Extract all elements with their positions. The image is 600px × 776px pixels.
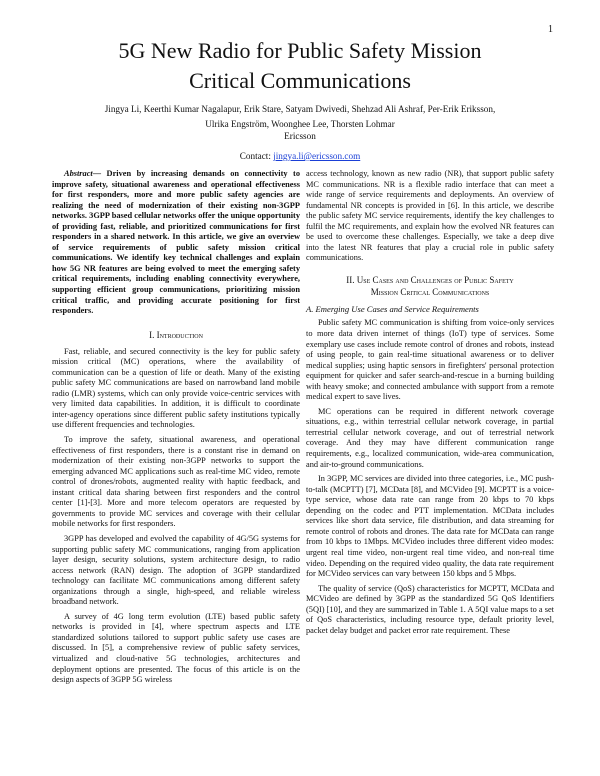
section-heading-use-cases (306, 274, 554, 298)
right-paragraph-2: Public safety MC communication is shifting from voice-only services to more data driven internet of things (IoT) type of services. Some exemplary use cases include remote control of drones and robots, instead of using people, to gain real-time situational awareness or to deliver medical supplies; using haptic sensors in firefighters' personal protection equipment for quicker and safer search-and-rescue in a burning building with heavy smoke; and connected ambulance with support from a remote medical expert to save lives. (306, 318, 554, 402)
right-column (306, 169, 554, 636)
intro-paragraph-3: 3GPP has developed and evolved the capability of 4G/5G systems for supporting public safety MC communications, ranging from application layer design, security solutions, system architecture design, to radio access network (RAN) design. The adoption of 3GPP standardized technology can facilitate MC communications among different safety organizations through a single, high-speed, and reliable wireless broadband network. (52, 533, 300, 607)
page-number: 1 (548, 24, 553, 35)
contact-email-link[interactable]: jingya.li@ericsson.com (273, 151, 361, 161)
contact-line (0, 151, 600, 161)
intro-paragraph-1: Fast, reliable, and secured connectivity is the key for public safety mission critical (MC) operations, where the availability of communication can be a question of life or death. Many of the existing public safety MC communications are based on narrowband land mobile radio (LMR) systems, which can only provide voice-centric services with very limited data capabilities. In addition, it is difficult to coordinate inter-agency operations since different public safety institutions typically use different frequencies and technologies. (52, 346, 300, 430)
abstract-text: Driven by increasing demands on connectivity to improve safety, situational awareness and operational effectiveness for first responders, more and more public safety agencies are realizing the need of modernization of their existing non-3GPP networks. 3GPP based cellular networks offer the unique opportunity of providing fast, reliable, and prioritized communications for first responders in a shared network. In this article, we give an overview of service requirements of public safety mission critical communications. We identify key technical challenges and explain how 5G NR features are being evolved to meet the emerging safety critical requirements, including enabling connectivity everywhere, supporting efficient group communications, prioritizing mission critical traffic, and providing accurate positioning for first responders. (52, 169, 300, 316)
section-heading-introduction: I. Introduction (149, 329, 203, 340)
section2-heading-line-2: Mission Critical Communications (370, 286, 490, 297)
authors-line-1: Jingya Li, Keerthi Kumar Nagalapur, Erik Stare, Satyam Dwivedi, Shehzad Ali Ashraf, Per-Erik Eriksson, (104, 104, 496, 114)
right-paragraph-5: The quality of service (QoS) characteristics for MCPTT, MCData and MCVideo are defined by 3GPP as the standardized 5G QoS Identifiers (5QI) [10], and they are summarized in Table 1. A 5QI value maps to a set of QoS characteristics, including resource type, default priority level, packet delay budget and packet error rate requirement. These (306, 583, 554, 635)
subsection-heading-a: A. Emerging Use Cases and Service Requirements (306, 303, 479, 314)
author-list (60, 102, 540, 132)
right-paragraph-3: MC operations can be required in different network coverage situations, e.g., within terrestrial cellular network coverage, in partial terrestrial cellular network coverage, and out of terrestrial network coverage. And they may have different communication range requirements, e.g., localized communication, wide-area communication, and air-to-ground communications. (306, 406, 554, 469)
section2-heading-line-1: II. Use Cases and Challenges of Public Safety (346, 274, 514, 285)
affiliation: Ericsson (284, 131, 316, 141)
abstract-dash: — (92, 169, 102, 178)
right-paragraph-1: access technology, known as new radio (NR), that support public safety MC communications. NR is a flexible radio interface that can meet a wide range of service requirements and deployments. An overview of fundamental NR concepts is provided in [6]. In this article, we describe the public safety MC service requirements, identify the key challenges to fulfil the MC requirements, and explain how the evolved NR features can be used to overcome these challenges. Especially, we take a deep dive into the latest NR features that play a crucial role in public safety communications. (306, 169, 554, 263)
abstract (52, 169, 300, 317)
title-line-2: Critical Communications (189, 68, 411, 93)
left-column (52, 169, 300, 686)
paper-title (0, 36, 600, 96)
contact-label: Contact: (239, 151, 271, 161)
title-line-1: 5G New Radio for Public Safety Mission (118, 38, 482, 63)
authors-line-2: Ulrika Engström, Woonghee Lee, Thorsten Lohmar (205, 119, 395, 129)
abstract-label: Abstract (64, 169, 93, 178)
intro-paragraph-2: To improve the safety, situational awareness, and operational effectiveness of first responders, there is a constant rise in demand on modernization of their existing non-3GPP networks to support the emerging advanced MC applications such as real-time MC video, remote control of drones/robots, augmented reality with haptic feedback, and instant critical data sharing between first responders and the control center [1]-[3]. More and more telecom operators are requested by governments to provide MC services and coverage with their cellular mobile networks for first responders. (52, 435, 300, 529)
right-paragraph-4: In 3GPP, MC services are divided into three categories, i.e., MC push-to-talk (MCPTT) [7], MCData [8], and MCVideo [9]. MCPTT is a voice-type service, whose data rate can range from 20 kbps to 70 kbps depending on the codec and PTT implementation. MCData includes services like short data service, file distribution, and data streaming for remote control of robots and drones. The data rate for MCData can range from 10 kbps to 1Mbps. MCVideo includes three different video modes: urgent real time video, non-urgent real time video, and non-real time video. Depending on the required video quality, the data rate requirement for MCVideo services can vary between 150 kbps and 5 Mbps. (306, 474, 554, 579)
intro-paragraph-4: A survey of 4G long term evolution (LTE) based public safety networks is provided in [4], where spectrum aspects and LTE standardized solutions tailored to support public safety use cases are discussed. In [5], a comprehensive review of public safety services, virtualized and cloud-native 5G technologies, architectures and deployment options are presented. The focus of this article is on the design aspects of 3GPP 5G wireless (52, 611, 300, 685)
